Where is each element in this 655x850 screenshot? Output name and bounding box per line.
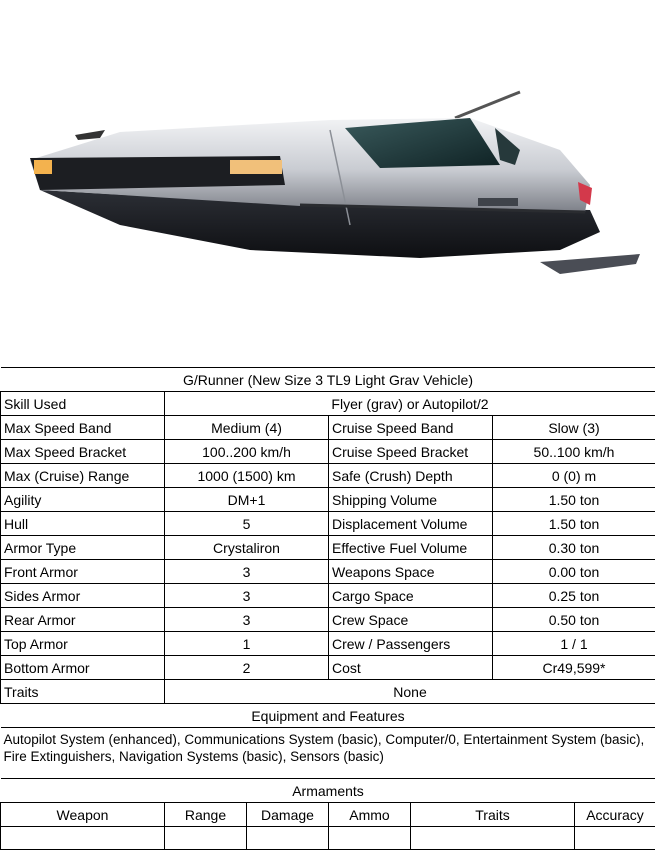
stat-label: Effective Fuel Volume [329, 536, 493, 560]
stat-value: 50..100 km/h [493, 440, 655, 464]
stat-label: Agility [1, 488, 165, 512]
stat-label: Crew Space [329, 608, 493, 632]
stat-value: 3 [165, 560, 329, 584]
stat-row [1, 608, 655, 632]
stat-value: Slow (3) [493, 416, 655, 440]
stat-row [1, 440, 655, 464]
stat-value: 2 [165, 656, 329, 680]
stat-label: Displacement Volume [329, 512, 493, 536]
stat-label: Bottom Armor [1, 656, 165, 680]
traits-column-header: Traits [411, 803, 575, 827]
stat-value: 3 [165, 584, 329, 608]
ammo-column-header: Ammo [329, 803, 411, 827]
stat-value: 5 [165, 512, 329, 536]
range-cell [165, 827, 247, 850]
armaments-heading: Armaments [1, 779, 655, 803]
stat-row [1, 632, 655, 656]
stat-label: Safe (Crush) Depth [329, 464, 493, 488]
vehicle-illustration [0, 0, 655, 360]
stat-label: Shipping Volume [329, 488, 493, 512]
title-row [1, 368, 655, 392]
stat-row [1, 584, 655, 608]
stat-row [1, 512, 655, 536]
stat-label: Rear Armor [1, 608, 165, 632]
stat-label: Sides Armor [1, 584, 165, 608]
vehicle-stats-table [0, 367, 655, 850]
armament-empty-row [1, 827, 655, 850]
stat-value: Cr49,599* [493, 656, 655, 680]
ammo-cell [329, 827, 411, 850]
stat-label: Hull [1, 512, 165, 536]
stat-value: Medium (4) [165, 416, 329, 440]
stat-row [1, 488, 655, 512]
traits-cell [411, 827, 575, 850]
stat-row [1, 560, 655, 584]
vehicle-title: G/Runner (New Size 3 TL9 Light Grav Vehicle) [1, 368, 655, 392]
stat-label: Crew / Passengers [329, 632, 493, 656]
stat-value: 3 [165, 608, 329, 632]
stat-row [1, 656, 655, 680]
traits-value: None [165, 680, 655, 704]
stat-value: 0.50 ton [493, 608, 655, 632]
stat-label: Cruise Speed Bracket [329, 440, 493, 464]
skill-label: Skill Used [1, 392, 165, 416]
stat-label: Cruise Speed Band [329, 416, 493, 440]
stat-value: 0 (0) m [493, 464, 655, 488]
stat-row [1, 416, 655, 440]
equipment-text-row [1, 728, 655, 779]
weapon-column-header: Weapon [1, 803, 165, 827]
stat-label: Max (Cruise) Range [1, 464, 165, 488]
armaments-heading-row [1, 779, 655, 803]
traits-label: Traits [1, 680, 165, 704]
stat-value: 0.25 ton [493, 584, 655, 608]
stat-label: Armor Type [1, 536, 165, 560]
traits-row [1, 680, 655, 704]
skill-value: Flyer (grav) or Autopilot/2 [165, 392, 655, 416]
stat-value: 1.50 ton [493, 512, 655, 536]
skill-row [1, 392, 655, 416]
accuracy-column-header: Accuracy [575, 803, 655, 827]
armaments-header-row [1, 803, 655, 827]
stat-label: Front Armor [1, 560, 165, 584]
stat-label: Max Speed Bracket [1, 440, 165, 464]
stat-label: Cargo Space [329, 584, 493, 608]
equipment-heading: Equipment and Features [1, 704, 655, 728]
stat-value: Crystaliron [165, 536, 329, 560]
equipment-text: Autopilot System (enhanced), Communications System (basic), Computer/0, Entertainment System (basic), Fire Extinguishers, Navigation Systems (basic), Sensors (basic) [1, 728, 655, 779]
stat-value: 0.00 ton [493, 560, 655, 584]
stat-row [1, 536, 655, 560]
stat-value: 1.50 ton [493, 488, 655, 512]
equipment-heading-row [1, 704, 655, 728]
accuracy-cell [575, 827, 655, 850]
stat-row [1, 464, 655, 488]
stat-label: Cost [329, 656, 493, 680]
stat-label: Top Armor [1, 632, 165, 656]
stat-value: 1 [165, 632, 329, 656]
stat-label: Weapons Space [329, 560, 493, 584]
weapon-cell [1, 827, 165, 850]
stat-value: 1 / 1 [493, 632, 655, 656]
stat-value: 0.30 ton [493, 536, 655, 560]
stat-label: Max Speed Band [1, 416, 165, 440]
stat-value: 1000 (1500) km [165, 464, 329, 488]
stat-value: DM+1 [165, 488, 329, 512]
range-column-header: Range [165, 803, 247, 827]
damage-cell [247, 827, 329, 850]
damage-column-header: Damage [247, 803, 329, 827]
stat-value: 100..200 km/h [165, 440, 329, 464]
